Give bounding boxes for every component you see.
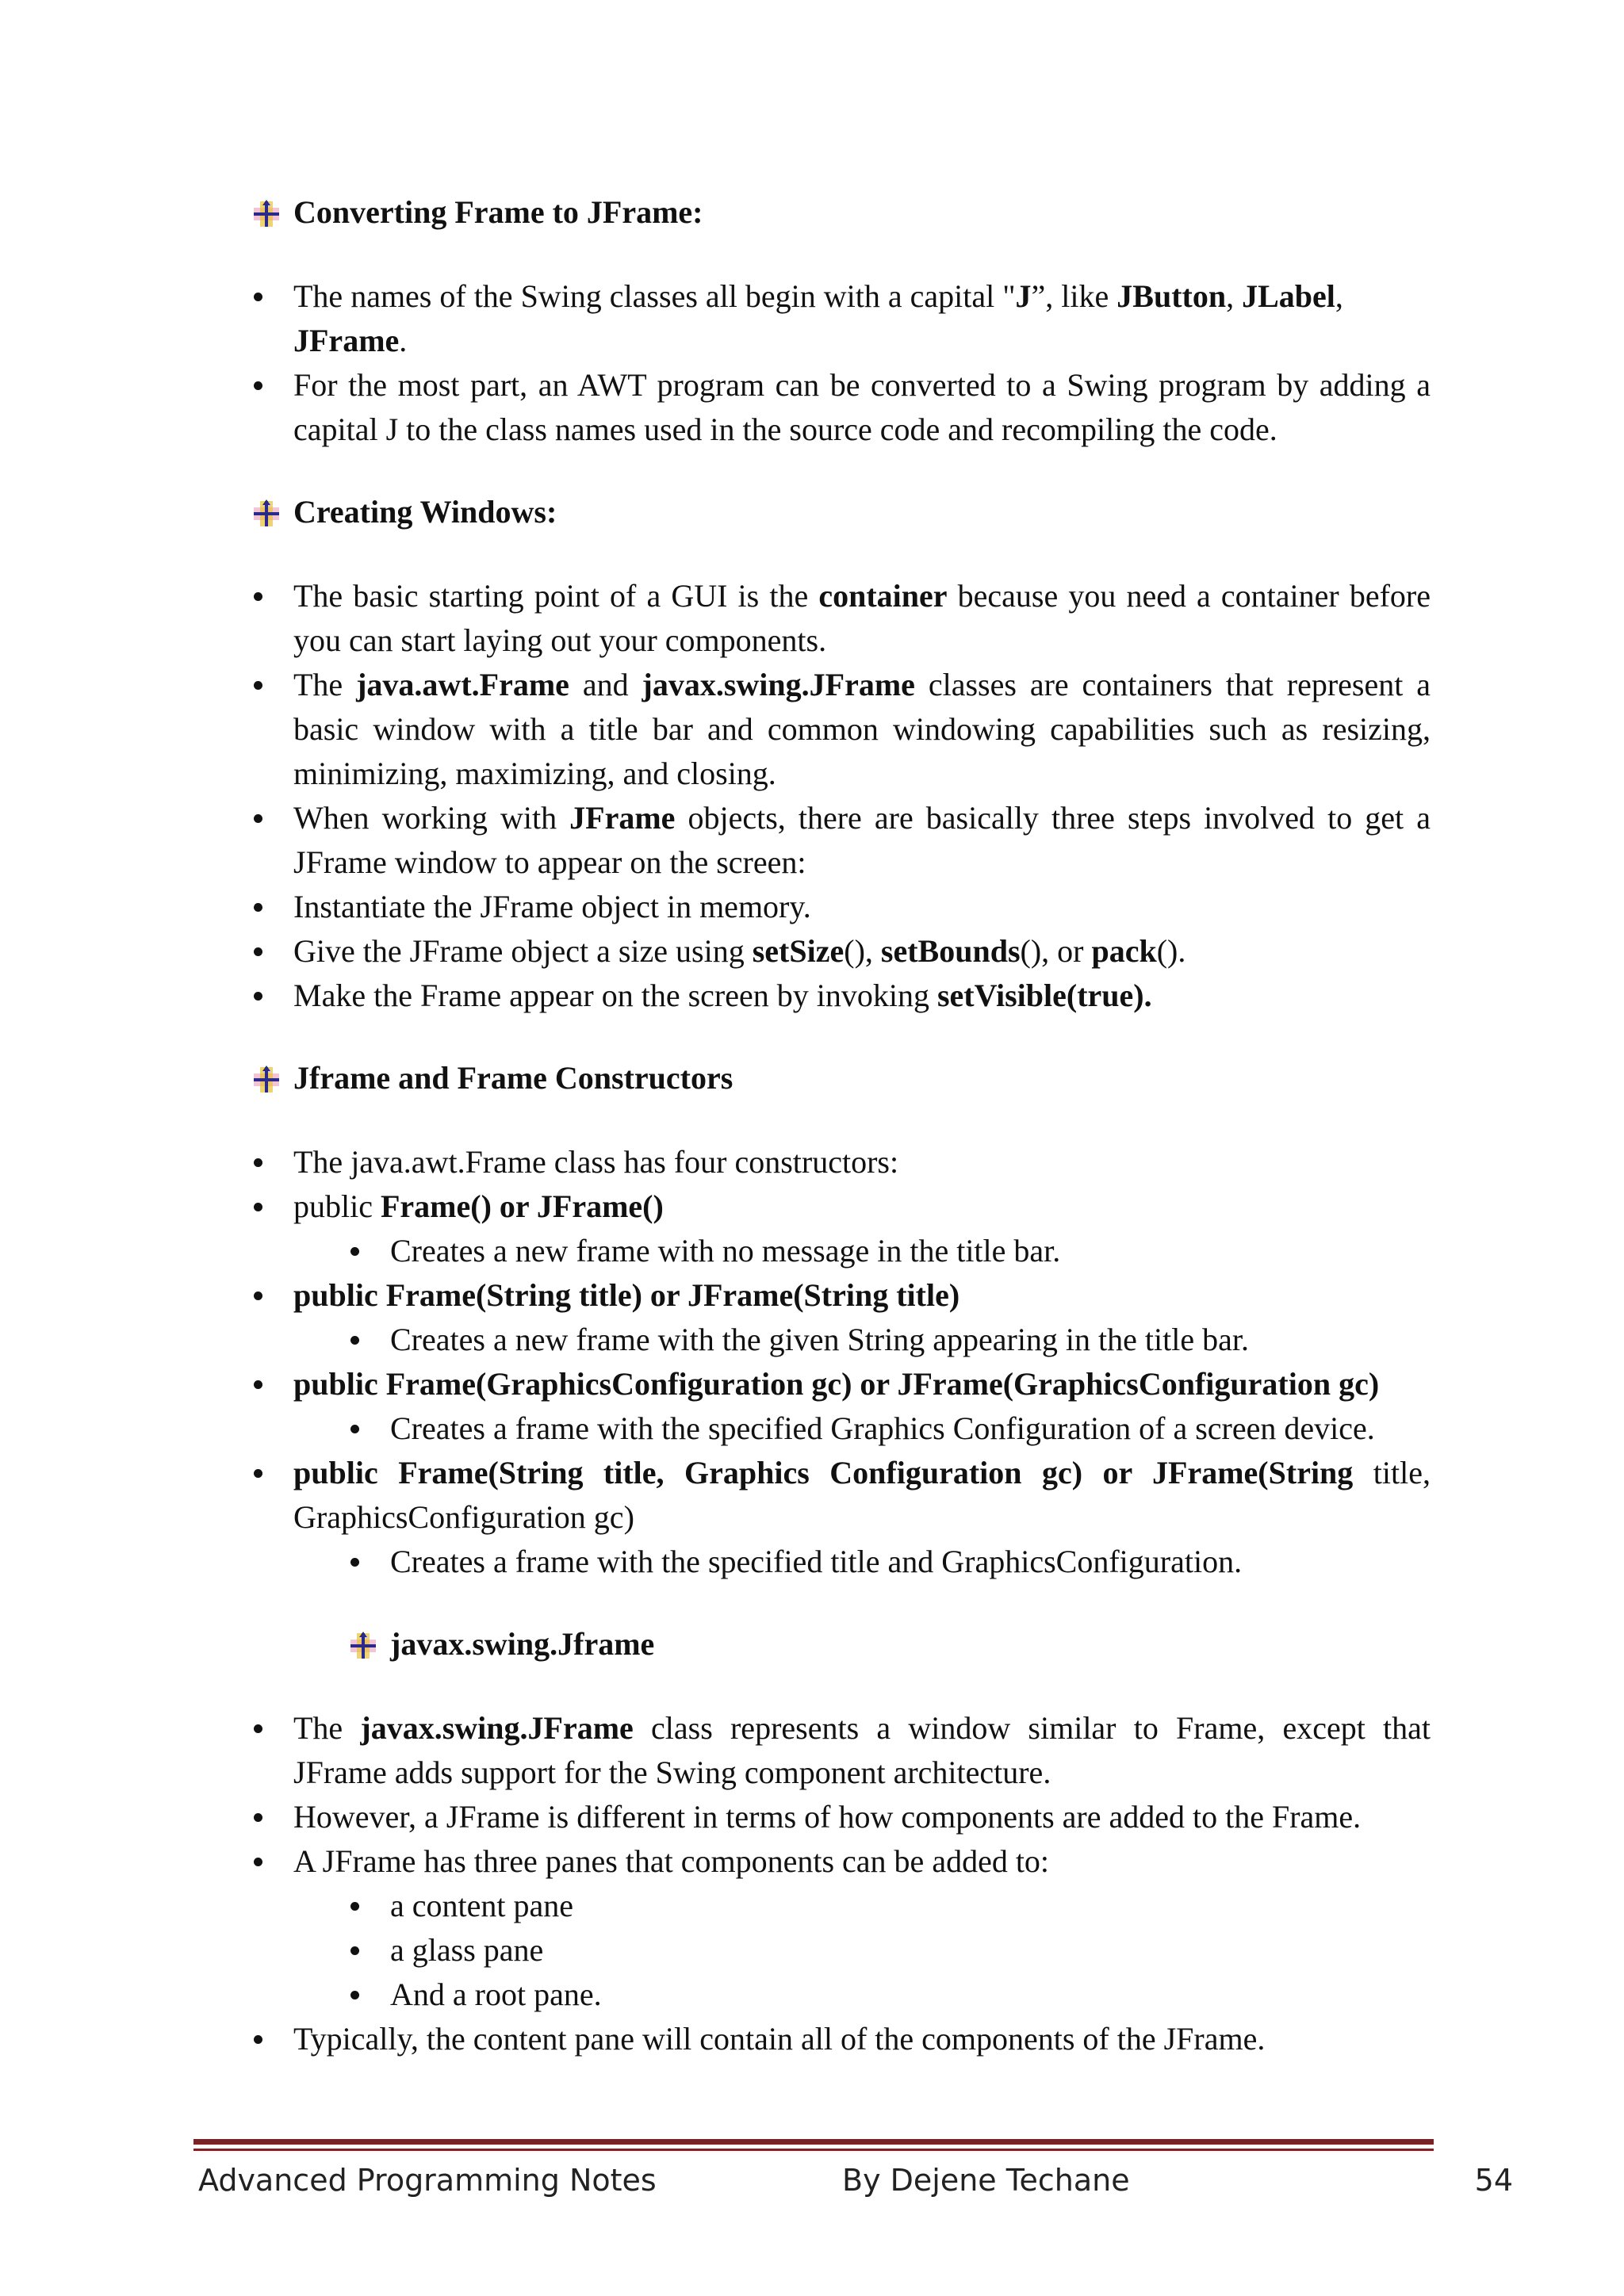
four-point-arrow-bullet-icon — [252, 499, 281, 528]
bullet-list-creating — [252, 574, 1431, 1018]
list-item: Give the JFrame object a size using setSize(), setBounds(), or pack(). — [252, 929, 1431, 974]
list-item: The javax.swing.JFrame class represents a window similar to Frame, except that JFrame adds support for the Swing component architecture. — [252, 1706, 1431, 1795]
bullet-list-converting — [252, 274, 1431, 452]
list-item: a glass pane — [252, 1928, 1431, 1973]
list-item: When working with JFrame objects, there are basically three steps involved to get a JFrame window to appear on the screen: — [252, 796, 1431, 885]
page-footer — [193, 2158, 1513, 2202]
list-item: The java.awt.Frame class has four constructors: — [252, 1140, 1431, 1184]
list-item: Creates a frame with the specified Graphics Configuration of a screen device. — [252, 1406, 1431, 1451]
four-point-arrow-bullet-icon — [252, 1066, 281, 1094]
heading-text: Jframe and Frame Constructors — [293, 1060, 733, 1096]
list-item: Creates a new frame with no message in the title bar. — [252, 1229, 1431, 1273]
list-item: However, a JFrame is different in terms of how components are added to the Frame. — [252, 1795, 1431, 1839]
list-item: public Frame(String title) or JFrame(String title) — [252, 1273, 1431, 1318]
list-item: The names of the Swing classes all begin with a capital "J”, like JButton, JLabel, JFrame. — [252, 274, 1431, 363]
heading-javax-swing-jframe — [349, 1622, 1431, 1667]
bullet-list-jframe — [252, 1706, 1431, 2061]
list-item: Make the Frame appear on the screen by invoking setVisible(true). — [252, 974, 1431, 1018]
list-item: public Frame(GraphicsConfiguration gc) or JFrame(GraphicsConfiguration gc) — [252, 1362, 1431, 1406]
list-item: A JFrame has three panes that components can be added to: — [252, 1839, 1431, 1884]
list-item: Instantiate the JFrame object in memory. — [252, 885, 1431, 929]
page-content — [252, 190, 1431, 2061]
list-item: Creates a new frame with the given String appearing in the title bar. — [252, 1318, 1431, 1362]
bullet-list-constructors — [252, 1140, 1431, 1584]
list-item: The java.awt.Frame and javax.swing.JFrame classes are containers that represent a basic window with a title bar and common windowing capabilities such as resizing, minimizing, maximizing, and closing. — [252, 663, 1431, 796]
footer-rule-thin — [193, 2149, 1434, 2151]
list-item: And a root pane. — [252, 1973, 1431, 2017]
list-item: public Frame(String title, Graphics Configuration gc) or JFrame(String title, GraphicsConfiguration gc) — [252, 1451, 1431, 1540]
list-item: Typically, the content pane will contain all of the components of the JFrame. — [252, 2017, 1431, 2061]
four-point-arrow-bullet-icon — [349, 1632, 377, 1660]
list-item: Creates a frame with the specified title and GraphicsConfiguration. — [252, 1540, 1431, 1584]
list-item: a content pane — [252, 1884, 1431, 1928]
list-item: The basic starting point of a GUI is the container because you need a container before you can start laying out your components. — [252, 574, 1431, 663]
page-number: 54 — [1474, 2163, 1513, 2198]
heading-constructors — [252, 1056, 1431, 1100]
footer-title: Advanced Programming Notes — [198, 2163, 657, 2198]
four-point-arrow-bullet-icon — [252, 200, 281, 228]
heading-text: Creating Windows: — [293, 494, 557, 530]
list-item: For the most part, an AWT program can be converted to a Swing program by adding a capital J to the class names used in the source code and recompiling the code. — [252, 363, 1431, 452]
heading-creating-windows — [252, 490, 1431, 534]
footer-rule-thick — [193, 2139, 1434, 2145]
heading-converting-frame — [252, 190, 1431, 235]
list-item: public Frame() or JFrame() — [252, 1184, 1431, 1229]
footer-author: By Dejene Techane — [842, 2163, 1130, 2198]
heading-text: Converting Frame to JFrame: — [293, 194, 703, 230]
heading-text: javax.swing.Jframe — [390, 1626, 655, 1662]
